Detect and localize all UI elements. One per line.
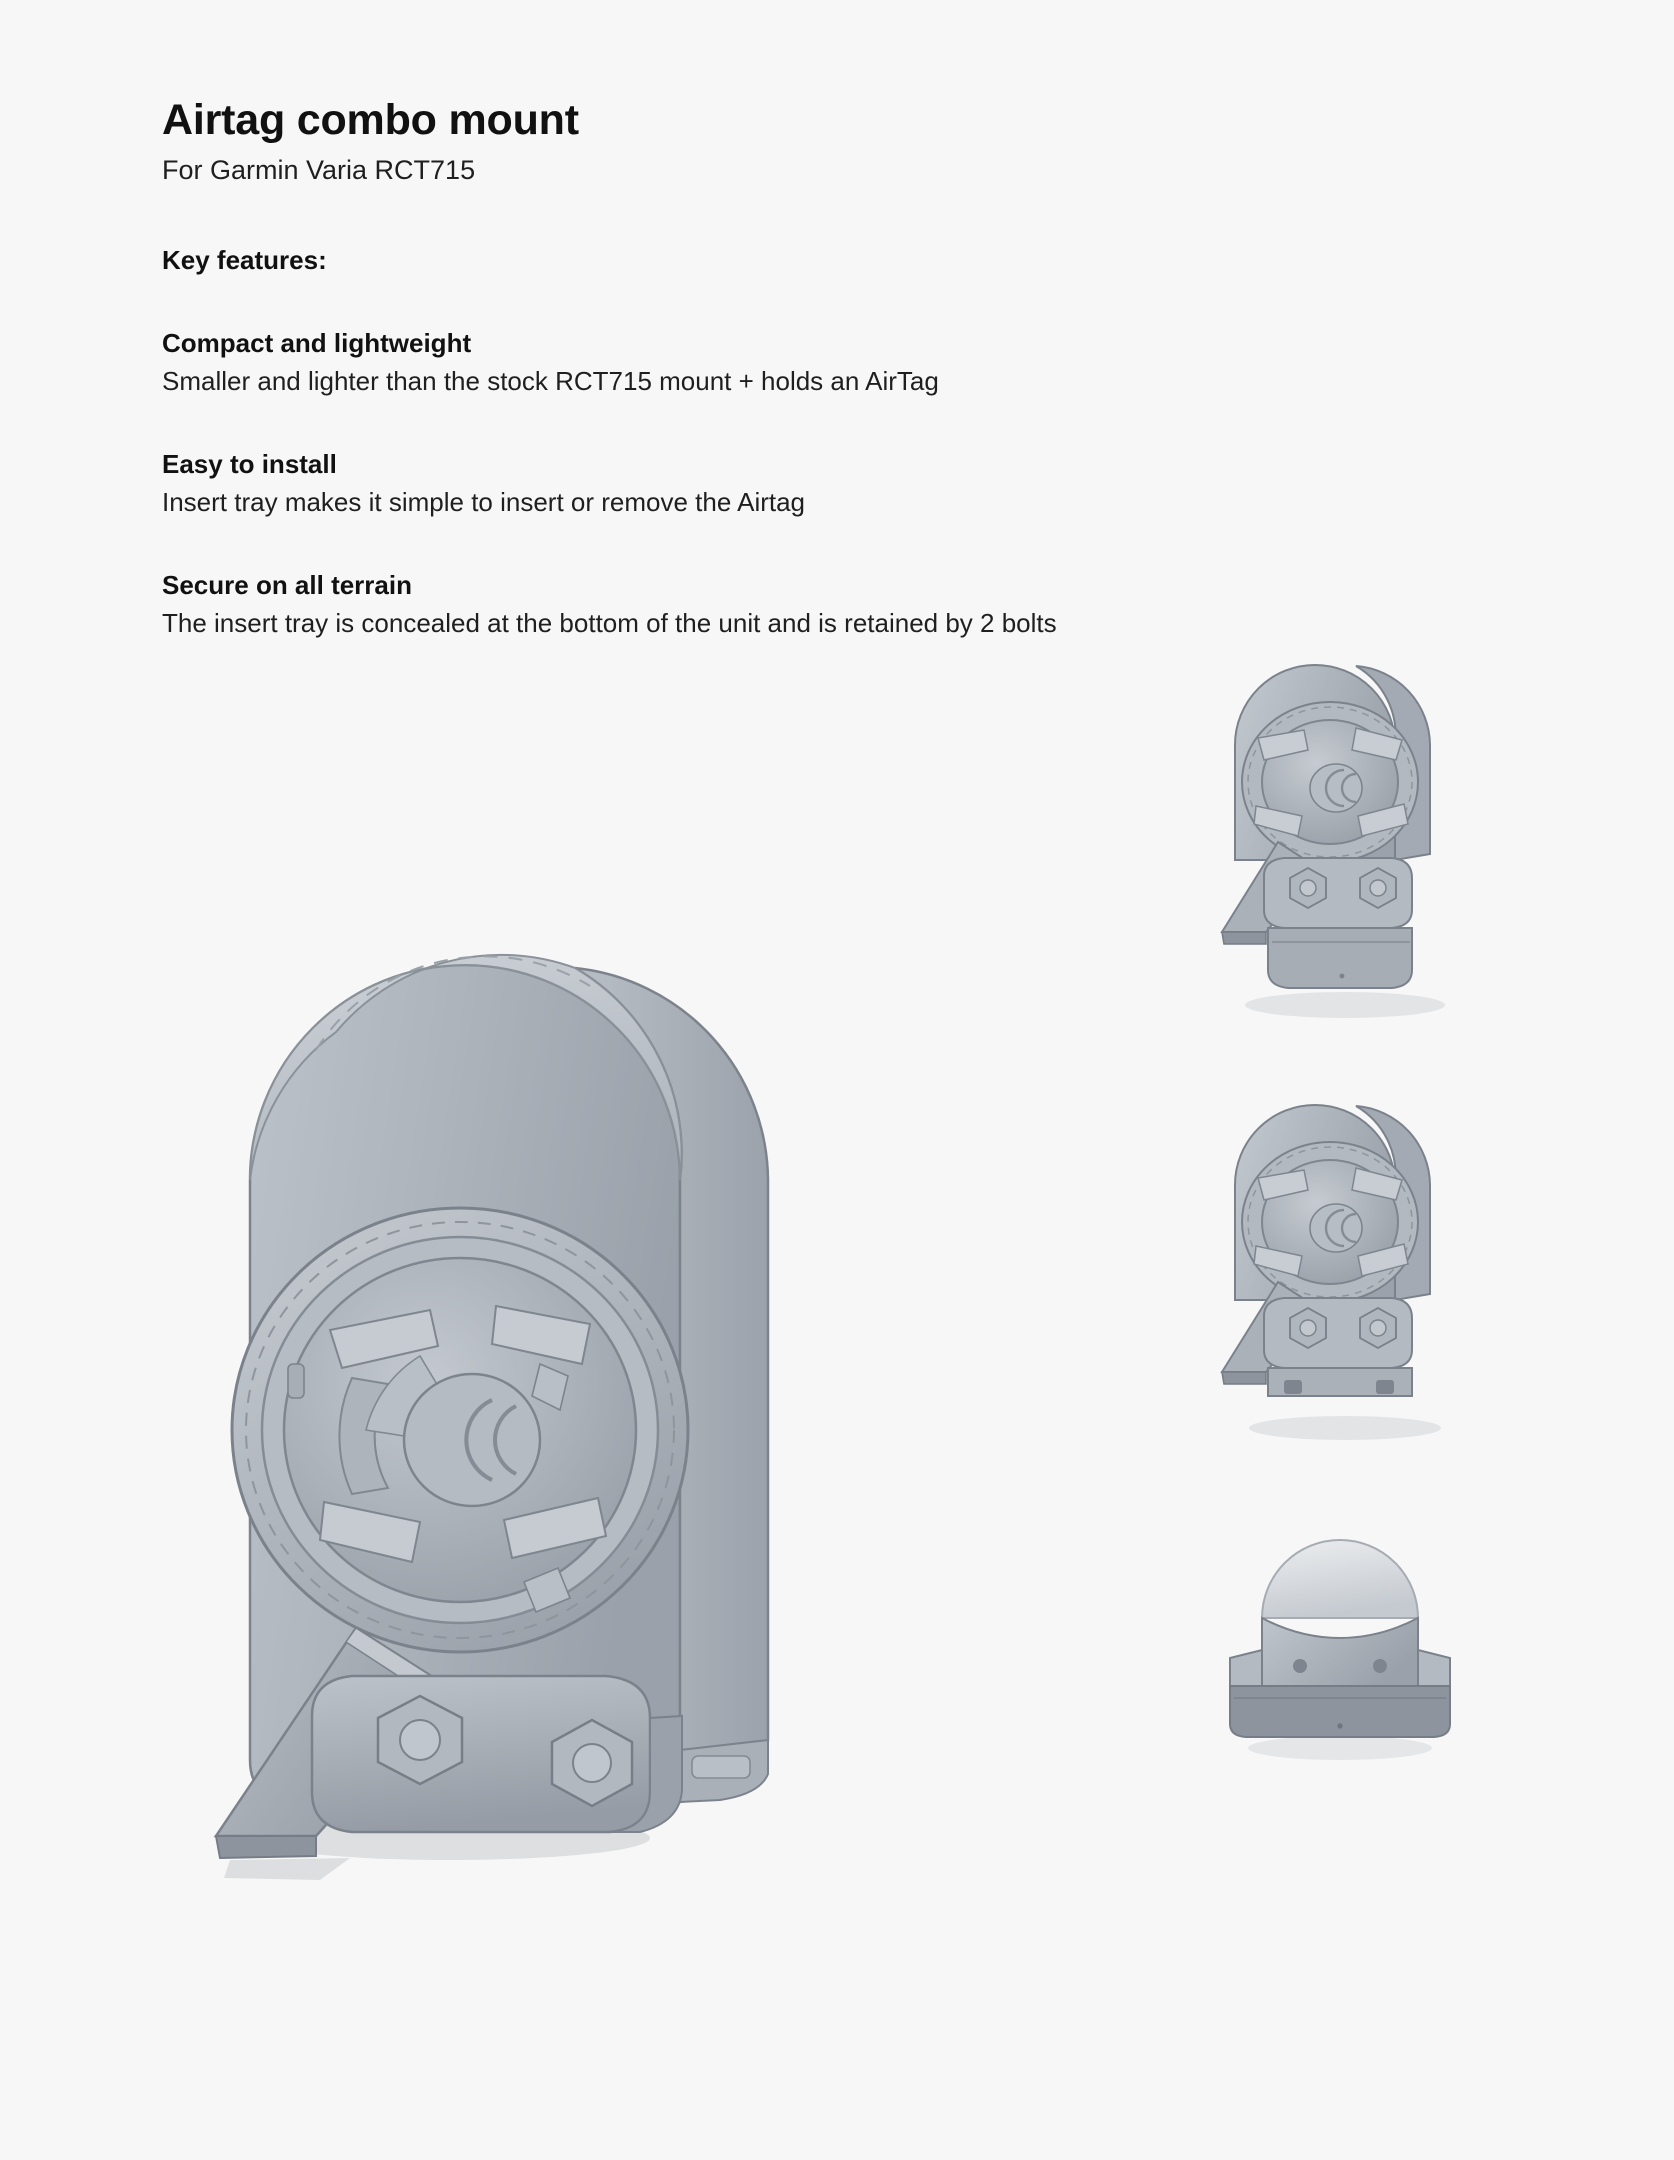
page-subtitle: For Garmin Varia RCT715 bbox=[162, 155, 476, 186]
key-features-heading: Key features: bbox=[162, 244, 327, 275]
detail-view-middle bbox=[1180, 1050, 1500, 1470]
document-text-block bbox=[162, 96, 1362, 639]
feature-title-2: Easy to install bbox=[162, 448, 337, 479]
page-title: Airtag combo mount bbox=[162, 96, 579, 144]
feature-title-1: Compact and lightweight bbox=[162, 327, 472, 358]
detail-view-bottom bbox=[1190, 1490, 1490, 1790]
feature-description-3: The insert tray is concealed at the bottom of the unit and is retained by 2 bolts bbox=[162, 607, 1057, 638]
feature-title-3: Secure on all terrain bbox=[162, 569, 412, 600]
figure-gallery bbox=[0, 720, 1674, 2020]
feature-description-2: Insert tray makes it simple to insert or remove the Airtag bbox=[162, 486, 806, 517]
main-isometric-view bbox=[120, 750, 1040, 1950]
feature-description-1: Smaller and lighter than the stock RCT715 mount + holds an AirTag bbox=[162, 365, 939, 396]
detail-view-top bbox=[1180, 610, 1500, 1030]
